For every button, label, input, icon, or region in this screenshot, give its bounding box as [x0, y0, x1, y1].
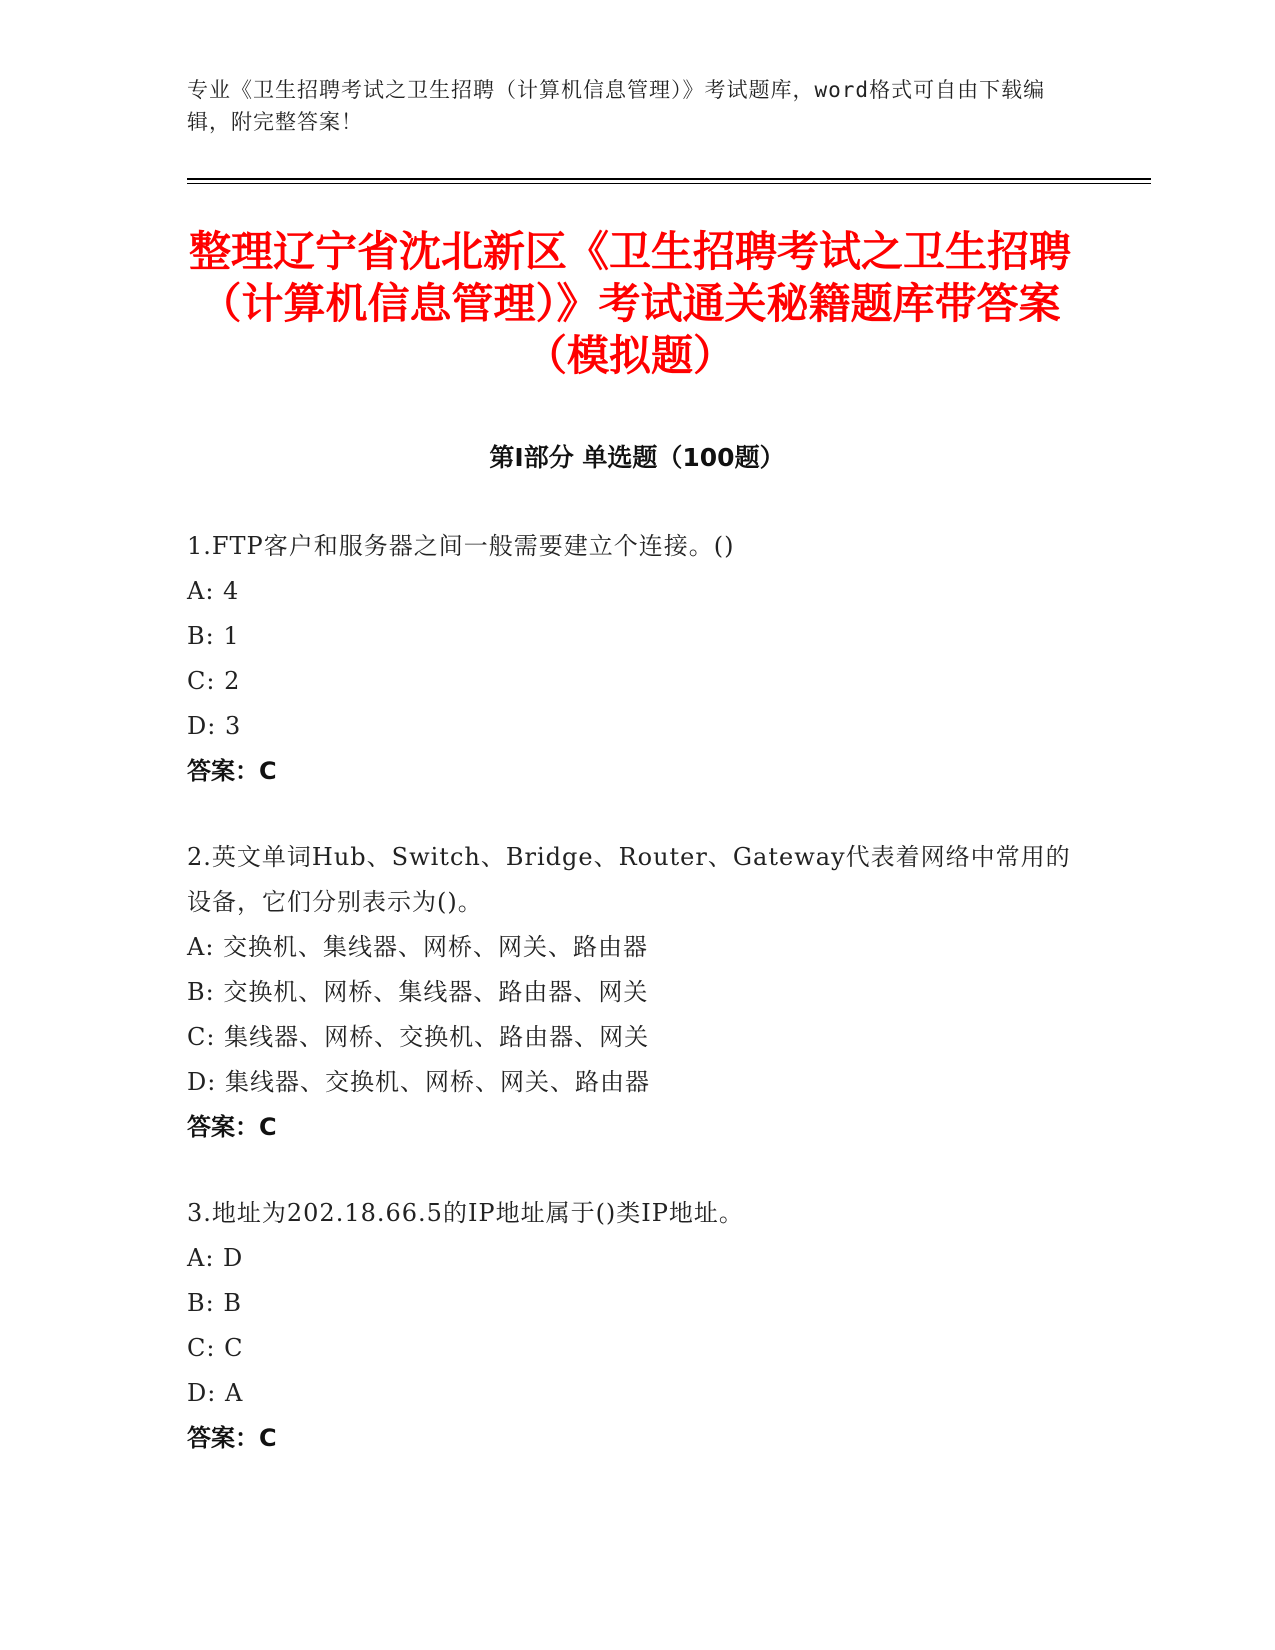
question-3: [187, 1191, 1077, 1461]
document-title: 整理辽宁省沈北新区《卫生招聘考试之卫生招聘（计算机信息管理）》考试通关秘籍题库带答案（模拟题）: [188, 227, 1071, 380]
question-stem: 1.FTP客户和服务器之间一般需要建立个连接。(): [187, 532, 735, 560]
option-d: D: A: [187, 1379, 244, 1407]
option-a: A: 交换机、集线器、网桥、网关、路由器: [187, 933, 649, 961]
header-divider: [187, 178, 1151, 180]
option-c: C: C: [187, 1334, 244, 1362]
header-divider-thin: [187, 183, 1151, 184]
option-a: A: D: [187, 1244, 244, 1272]
option-a: A: 4: [187, 577, 240, 605]
header-note: 专业《卫生招聘考试之卫生招聘（计算机信息管理）》考试题库，word格式可自由下载编辑，附完整答案！: [187, 78, 1046, 134]
section-title: 第Ⅰ部分 单选题（100题）: [489, 443, 785, 472]
question-stem: 2.英文单词Hub、Switch、Bridge、Router、Gateway代表着网络中常用的设备，它们分别表示为()。: [187, 843, 1071, 916]
answer: 答案：C: [187, 757, 277, 785]
answer: 答案：C: [187, 1424, 277, 1452]
question-stem: 3.地址为202.18.66.5的IP地址属于()类IP地址。: [187, 1199, 744, 1227]
option-c: C: 集线器、网桥、交换机、路由器、网关: [187, 1023, 650, 1051]
option-b: B: 交换机、网桥、集线器、路由器、网关: [187, 978, 649, 1006]
option-b: B: 1: [187, 622, 240, 650]
option-b: B: B: [187, 1289, 242, 1317]
question-1: [187, 524, 1077, 794]
option-c: C: 2: [187, 667, 241, 695]
option-d: D: 集线器、交换机、网桥、网关、路由器: [187, 1068, 650, 1096]
option-d: D: 3: [187, 712, 242, 740]
question-list: [187, 524, 1077, 1502]
answer: 答案：C: [187, 1113, 277, 1141]
question-2: [187, 835, 1077, 1150]
